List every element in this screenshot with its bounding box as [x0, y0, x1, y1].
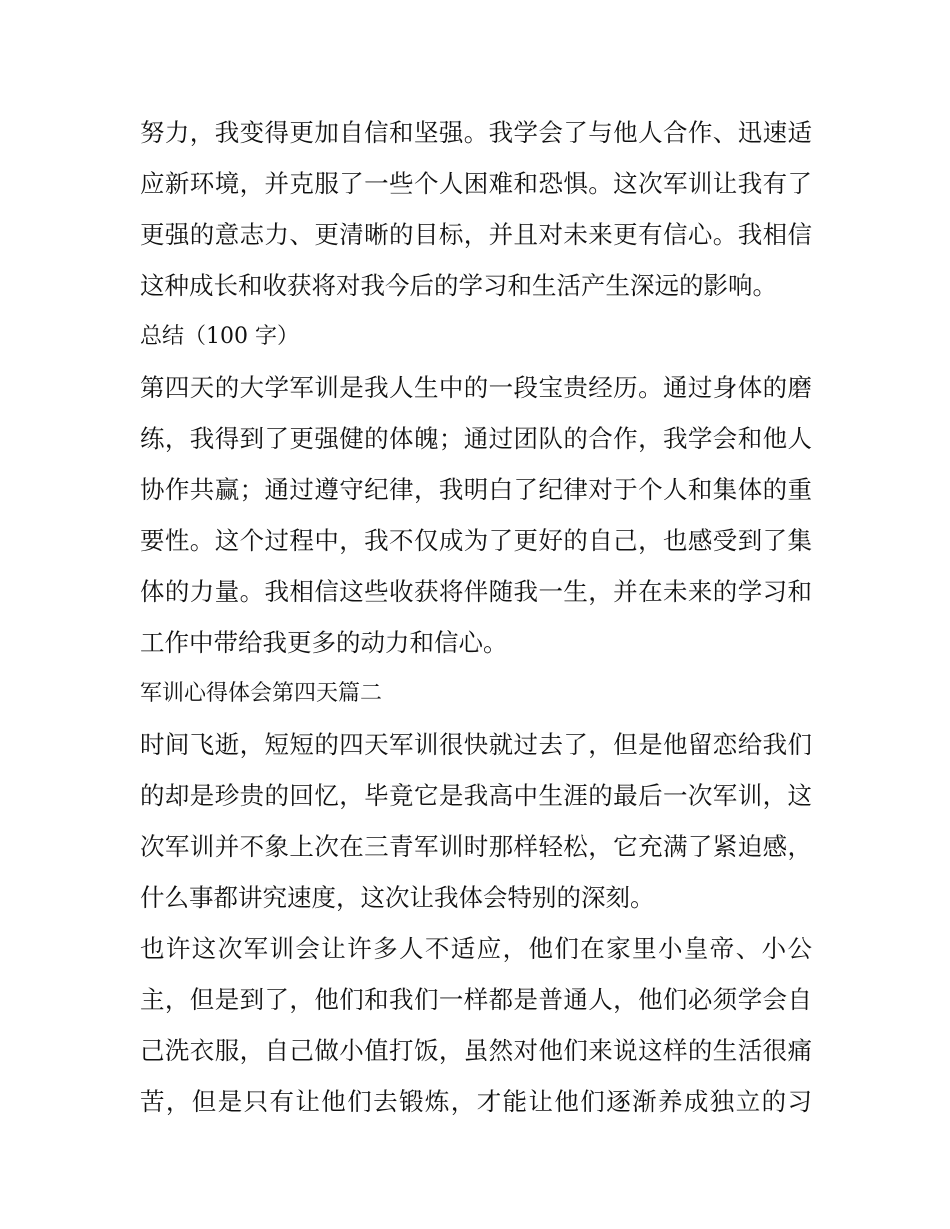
text-line: 也许这次军训会让许多人不适应，他们在家里小皇帝、小公: [140, 934, 812, 963]
paragraph: [140, 923, 812, 1127]
text-line: 练，我得到了更强健的体魄；通过团队的合作，我学会和他人: [140, 424, 812, 453]
text-line: 次军训并不象上次在三青军训时那样轻松，它充满了紧迫感，: [140, 832, 812, 861]
paragraph: [140, 107, 812, 311]
section-heading: [140, 668, 812, 719]
text-line: 什么事都讲究速度，这次让我体会特别的深刻。: [140, 883, 655, 912]
text-line: 更强的意志力、更清晰的目标，并且对未来更有信心。我相信: [140, 220, 812, 249]
text-line: 军训心得体会第四天篇二: [140, 681, 383, 706]
section-heading: [140, 311, 812, 362]
text-line: 主，但是到了，他们和我们一样都是普通人，他们必须学会自: [140, 985, 812, 1014]
text-line: 协作共赢；通过遵守纪律，我明白了纪律对于个人和集体的重: [140, 475, 812, 504]
paragraph: [140, 719, 812, 923]
text-line: 己洗衣服，自己做小值打饭，虽然对他们来说这样的生活很痛: [140, 1036, 812, 1065]
paragraph: [140, 362, 812, 668]
text-line: 时间飞逝，短短的四天军训很快就过去了，但是他留恋给我们: [140, 730, 812, 759]
text-line: 这种成长和收获将对我今后的学习和生活产生深远的影响。: [140, 271, 777, 300]
text-line: 第四天的大学军训是我人生中的一段宝贵经历。通过身体的磨: [140, 373, 812, 402]
text-line: 苦，但是只有让他们去锻炼，才能让他们逐渐养成独立的习: [140, 1087, 812, 1116]
text-line: 体的力量。我相信这些收获将伴随我一生，并在未来的学习和: [140, 577, 812, 606]
text-line: 总结（100 字）: [140, 324, 299, 349]
text-line: 工作中带给我更多的动力和信心。: [140, 628, 508, 657]
document-body: [140, 107, 812, 1127]
text-line: 应新环境，并克服了一些个人困难和恐惧。这次军训让我有了: [140, 169, 812, 198]
text-line: 努力，我变得更加自信和坚强。我学会了与他人合作、迅速适: [140, 118, 812, 147]
text-line: 要性。这个过程中，我不仅成为了更好的自己，也感受到了集: [140, 526, 812, 555]
text-line: 的却是珍贵的回忆，毕竟它是我高中生涯的最后一次军训，这: [140, 781, 812, 810]
